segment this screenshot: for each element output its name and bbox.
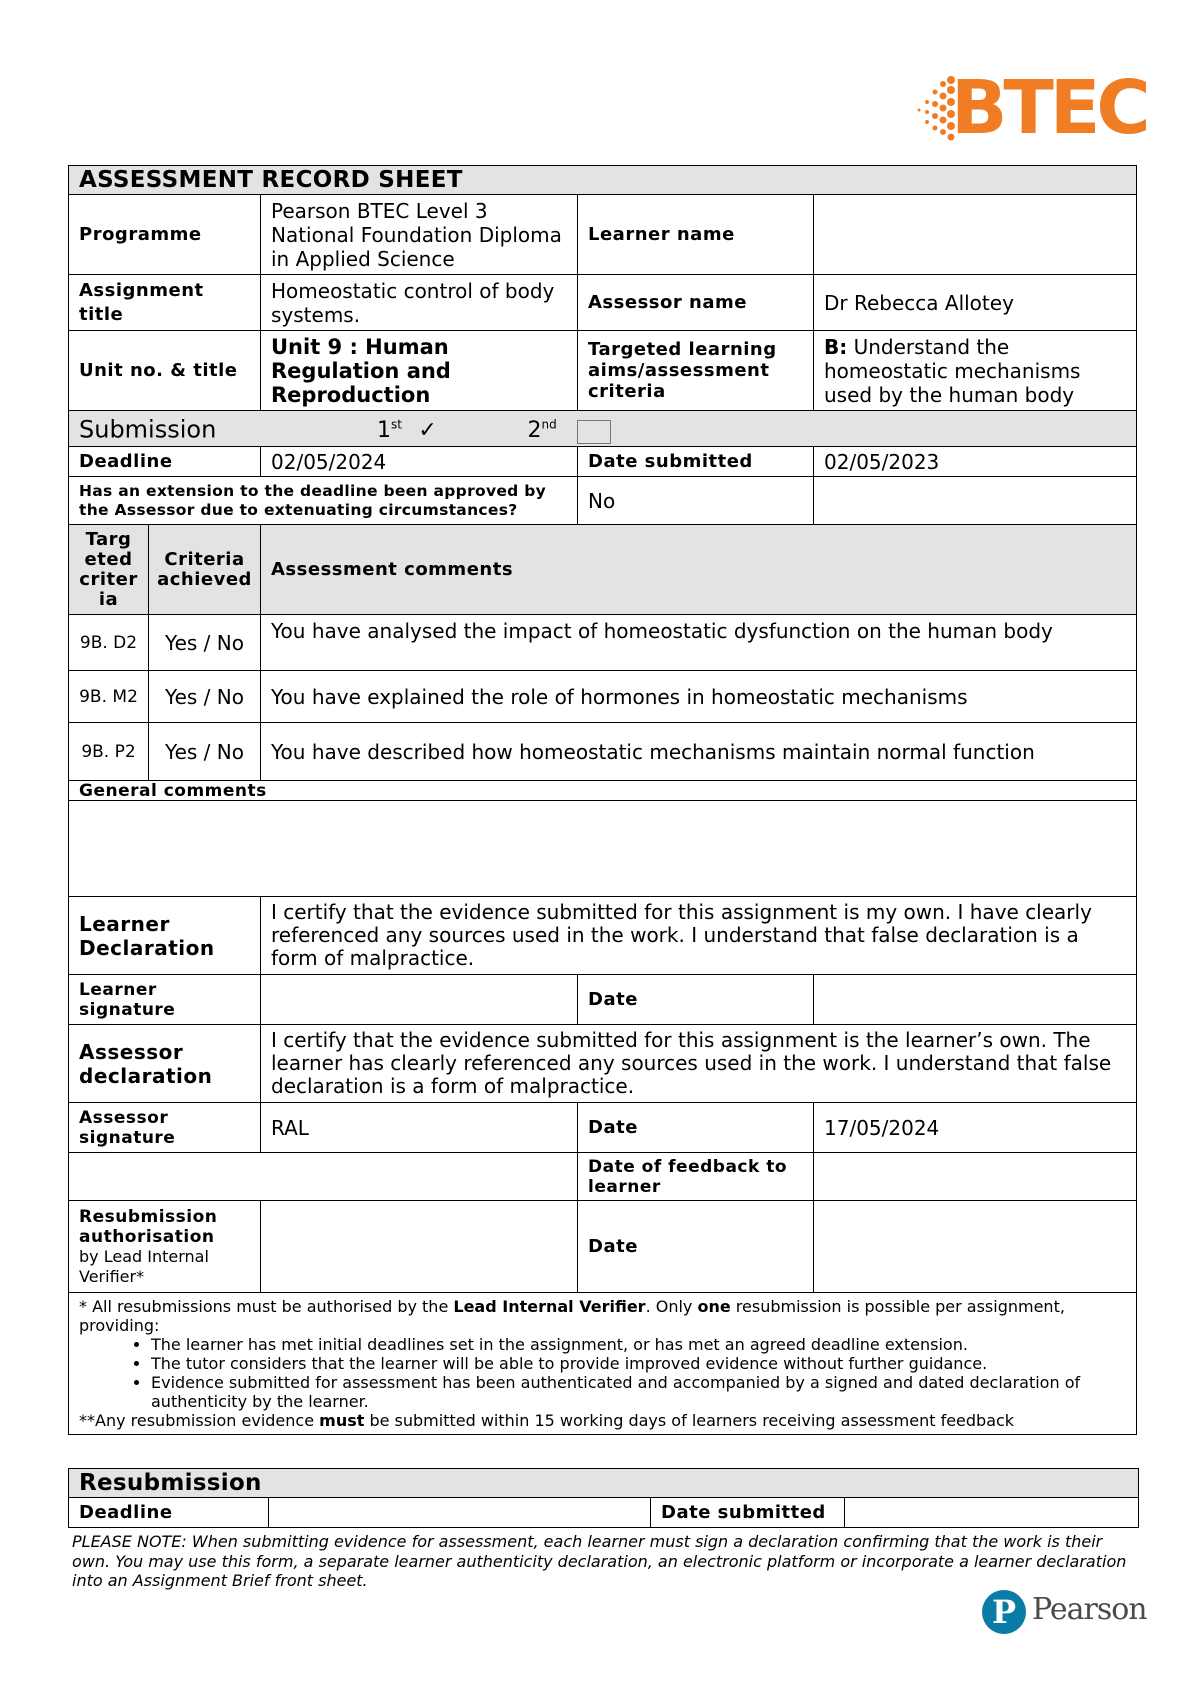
- unit-value: Unit 9 : Human Regulation and Reproduction: [261, 331, 578, 411]
- learner-name-field[interactable]: [814, 195, 1137, 275]
- extension-notes: [814, 477, 1137, 525]
- assessor-declaration-text: I certify that the evidence submitted for this assignment is the learner’s own. The learner has clearly referenced any sources used in the work. I understand that false declaration is a form of malpractice.: [261, 1025, 1137, 1103]
- criteria-code: 9B. M2: [69, 671, 149, 723]
- resub-date-label: Date: [578, 1201, 814, 1293]
- pearson-logo: [982, 1590, 1147, 1640]
- first-submission: 1st: [377, 418, 402, 444]
- assessment-record-table: [68, 165, 1137, 1435]
- targeted-text: Understand the homeostatic mechanisms used by the human body: [824, 334, 1081, 407]
- second-submission-checkbox[interactable]: [577, 420, 611, 444]
- btec-logo: [915, 65, 1147, 151]
- assessor-declaration-label: Assessor declaration: [69, 1025, 261, 1103]
- pearson-mark-icon: P: [982, 1590, 1026, 1634]
- assignment-title-value: Homeostatic control of body systems.: [261, 275, 578, 331]
- resub-auth-sub: by Lead Internal Verifier*: [79, 1246, 209, 1286]
- unit-label: Unit no. & title: [69, 331, 261, 411]
- assessment-comments-header: Assessment comments: [261, 525, 1137, 615]
- criteria-achieved-header: Criteria achieved: [149, 525, 261, 615]
- resub-auth-field[interactable]: [261, 1201, 578, 1293]
- assessor-signature-value: RAL: [261, 1103, 578, 1153]
- learner-date-label: Date: [578, 975, 814, 1025]
- btec-wordmark: BTEC: [951, 65, 1147, 151]
- list-item: • Evidence submitted for assessment has been authenticated and accompanied by a signed and dated declaration of authenticity by the learner.: [151, 1373, 1126, 1411]
- resub-date-field[interactable]: [814, 1201, 1137, 1293]
- notes-final: **Any resubmission evidence must be submitted within 15 working days of learners receiving assessment feedback: [79, 1411, 1015, 1430]
- resub-date-submitted-field[interactable]: [845, 1498, 1139, 1528]
- resubmission-authorisation-cell: [69, 1201, 261, 1293]
- extension-question: Has an extension to the deadline been approved by the Assessor due to extenuating circumstances?: [69, 477, 578, 525]
- check-icon[interactable]: ✓: [418, 418, 437, 444]
- learner-date-field[interactable]: [814, 975, 1137, 1025]
- targeted-criteria-label: Targeted learning aims/assessment criteria: [578, 331, 814, 411]
- resub-deadline-label: Deadline: [69, 1498, 269, 1528]
- extension-answer: No: [578, 477, 814, 525]
- second-submission: 2nd: [527, 418, 557, 444]
- criteria-code: 9B. P2: [69, 723, 149, 781]
- deadline-value: 02/05/2024: [261, 447, 578, 477]
- programme-label: Programme: [69, 195, 261, 275]
- submission-label: Submission: [79, 415, 217, 444]
- assessor-date-label: Date: [578, 1103, 814, 1153]
- criteria-achieved[interactable]: Yes / No: [149, 723, 261, 781]
- general-comments-field[interactable]: [69, 801, 1137, 897]
- assignment-title-label: Assignment title: [69, 275, 261, 331]
- please-note: PLEASE NOTE: When submitting evidence for assessment, each learner must sign a declaration confirming that the work is their own. You may use this form, a separate learner authenticity declaration, an electronic platform or incorporate a learner declaration into an Assignment Brief front sheet.: [72, 1532, 1127, 1590]
- criteria-comment: You have explained the role of hormones in homeostatic mechanisms: [261, 671, 1137, 723]
- notes-list: [79, 1335, 1126, 1411]
- criteria-code: 9B. D2: [69, 615, 149, 671]
- feedback-date-field[interactable]: [814, 1153, 1137, 1201]
- criteria-comment: You have described how homeostatic mechanisms maintain normal function: [261, 723, 1137, 781]
- criteria-row: [69, 723, 1137, 781]
- criteria-row: [69, 615, 1137, 671]
- feedback-date-label: Date of feedback to learner: [578, 1153, 814, 1201]
- resubmission-title: Resubmission: [69, 1469, 1139, 1498]
- targeted-prefix: B:: [824, 334, 848, 359]
- learner-name-label: Learner name: [578, 195, 814, 275]
- sheet-title: ASSESSMENT RECORD SHEET: [69, 166, 1137, 195]
- resub-auth-label: Resubmission authorisation: [79, 1206, 218, 1247]
- learner-signature-field[interactable]: [261, 975, 578, 1025]
- targeted-criteria-header: Targ eted criter ia: [69, 525, 149, 615]
- targeted-criteria-value: [814, 331, 1137, 411]
- assessor-name-label: Assessor name: [578, 275, 814, 331]
- date-submitted-label: Date submitted: [578, 447, 814, 477]
- criteria-achieved[interactable]: Yes / No: [149, 671, 261, 723]
- learner-declaration-text: I certify that the evidence submitted for this assignment is my own. I have clearly referenced any sources used in the work. I understand that false declaration is a form of malpractice.: [261, 897, 1137, 975]
- assessor-name-value: Dr Rebecca Allotey: [814, 275, 1137, 331]
- pearson-wordmark: Pearson: [1032, 1592, 1147, 1627]
- deadline-label: Deadline: [69, 447, 261, 477]
- criteria-comment: You have analysed the impact of homeostatic dysfunction on the human body: [261, 615, 1137, 671]
- criteria-achieved[interactable]: Yes / No: [149, 615, 261, 671]
- criteria-row: [69, 671, 1137, 723]
- programme-value: Pearson BTEC Level 3 National Foundation Diploma in Applied Science: [261, 195, 578, 275]
- date-submitted-value: 02/05/2023: [814, 447, 1137, 477]
- assessor-signature-label: Assessor signature: [69, 1103, 261, 1153]
- resubmission-table: [68, 1468, 1139, 1528]
- general-comments-label: General comments: [69, 781, 1137, 801]
- submission-row: [69, 411, 1137, 447]
- resubmission-notes: [69, 1293, 1137, 1435]
- learner-declaration-label: Learner Declaration: [69, 897, 261, 975]
- list-item: • The tutor considers that the learner will be able to provide improved evidence without further guidance.: [151, 1354, 1126, 1373]
- assessor-date-value: 17/05/2024: [814, 1103, 1137, 1153]
- resub-deadline-field[interactable]: [269, 1498, 651, 1528]
- learner-signature-label: Learner signature: [69, 975, 261, 1025]
- list-item: • The learner has met initial deadlines set in the assignment, or has met an agreed deadline extension.: [151, 1335, 1126, 1354]
- resub-date-submitted-label: Date submitted: [651, 1498, 845, 1528]
- feedback-spacer: [69, 1153, 578, 1201]
- notes-intro: * All resubmissions must be authorised by the Lead Internal Verifier. Only one resubmission is possible per assignment, providing:: [79, 1297, 1065, 1335]
